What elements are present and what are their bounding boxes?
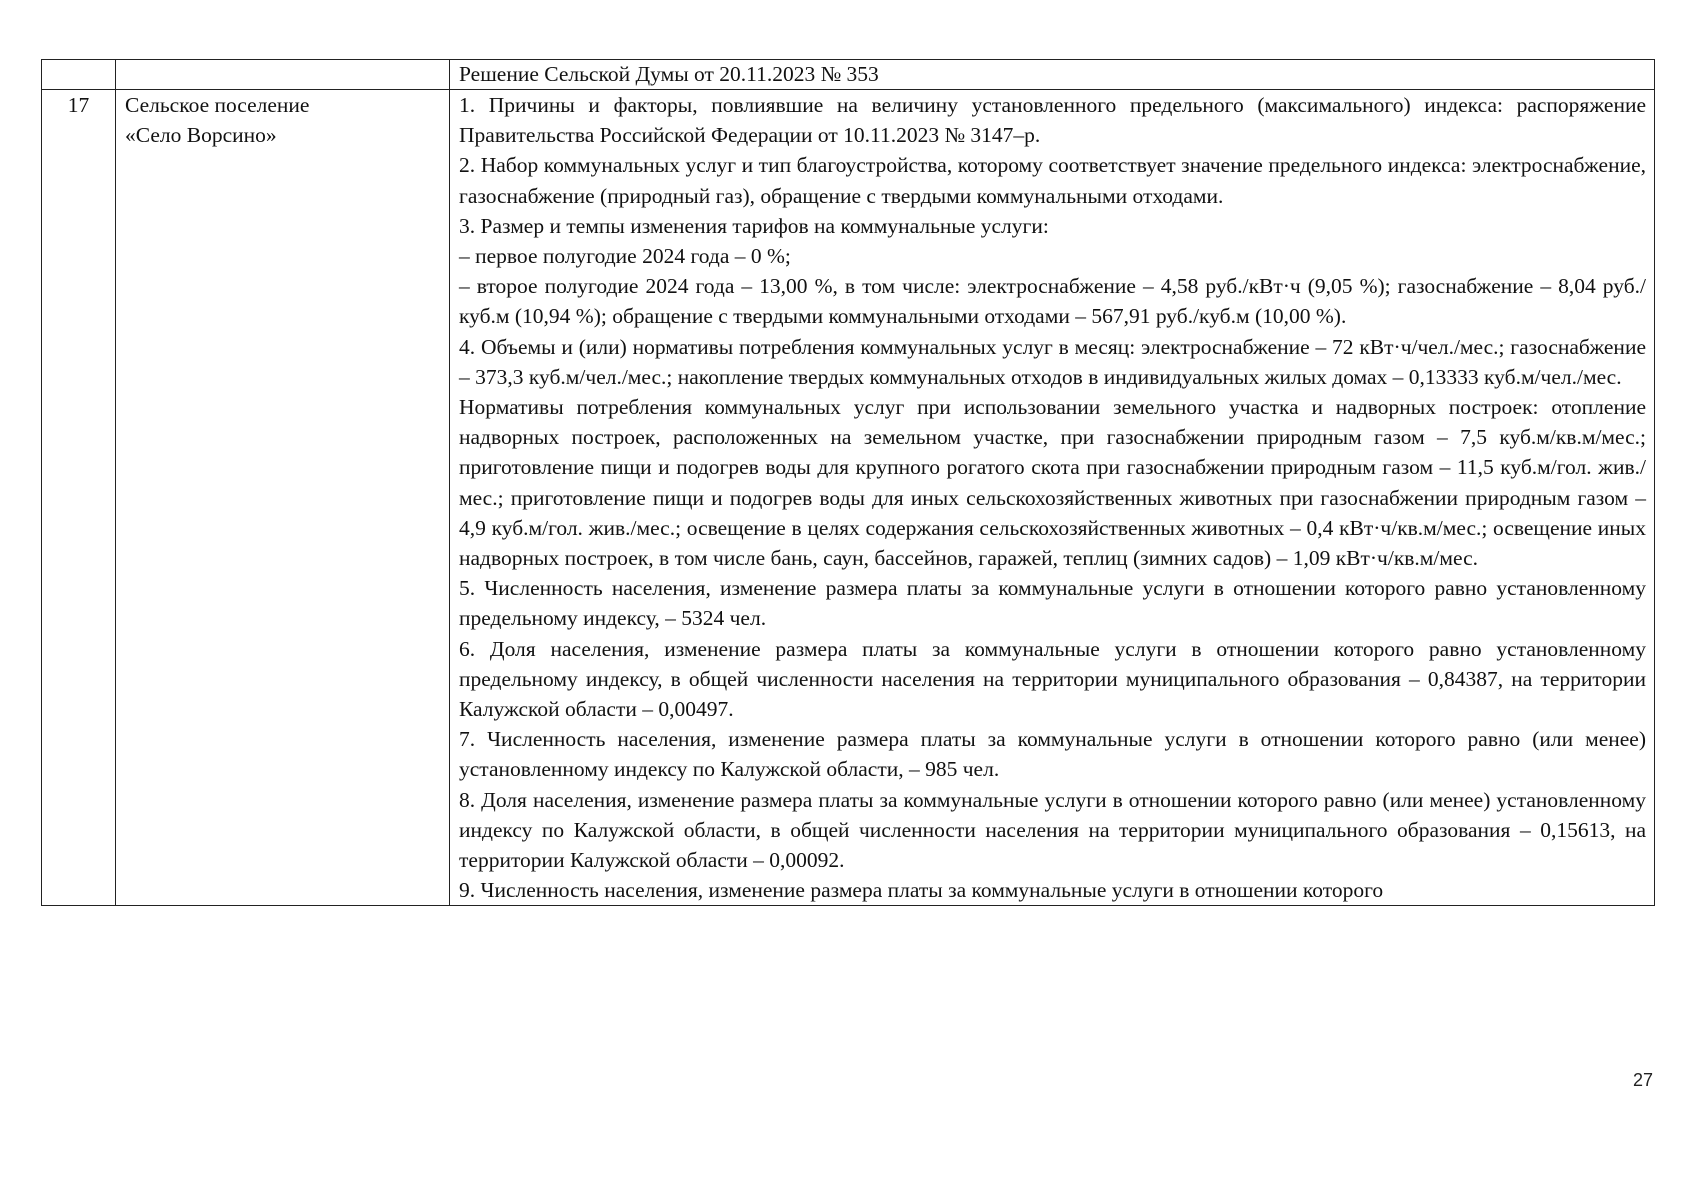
paragraph-2: 2. Набор коммунальных услуг и тип благоустройства, которому соответствует значение предельного индекса: электроснабжение, газоснабжение (природный газ), обращение с твердыми коммунальными отходами. — [459, 153, 1646, 208]
table-row — [42, 90, 1655, 906]
settlement-name-cell — [116, 90, 450, 906]
table-header-row — [42, 60, 1655, 90]
paragraph-7: 7. Численность населения, изменение размера платы за коммунальные услуги в отношении которого равно (или менее) установленному индексу по Калужской области, – 985 чел. — [459, 727, 1646, 782]
paragraph-4-norms: Нормативы потребления коммунальных услуг при использовании земельного участка и надворных построек: отопление надворных построек, расположенных на земельном участке, при газоснабжении природным газом – 7,5 куб.м/кв.м/мес.; приготовление пищи и подогрев воды для крупного рогатого скота при газоснабжении природным газом – 11,5 куб.м/гол. жив./мес.; приготовление пищи и подогрев воды для иных сельскохозяйственных животных при газоснабжении природным газом – 4,9 куб.м/гол. жив./мес.; освещение в целях содержания сельскохозяйственных животных – 0,4 кВт·ч/кв.м/мес.; освещение иных надворных построек, в том числе бань, саун, бассейнов, гаражей, теплиц (зимних садов) – 1,09 кВт·ч/кв.м/мес. — [459, 395, 1646, 571]
paragraph-5: 5. Численность населения, изменение размера платы за коммунальные услуги в отношении которого равно установленному предельному индексу, – 5324 чел. — [459, 576, 1646, 631]
header-number-cell — [42, 60, 116, 90]
page-number: 27 — [1632, 1070, 1653, 1090]
paragraph-8: 8. Доля населения, изменение размера платы за коммунальные услуги в отношении которого равно (или менее) установленному индексу по Калужской области, в общей численности населения на территории муниципального образования – 0,15613, на территории Калужской области – 0,00092. — [459, 787, 1646, 873]
paragraph-6: 6. Доля населения, изменение размера платы за коммунальные услуги в отношении которого равно установленному предельному индексу, в общей численности населения на территории муниципального образования – 0,84387, на территории Калужской области – 0,00497. — [459, 636, 1646, 722]
paragraph-1: 1. Причины и факторы, повлиявшие на величину установленного предельного (максимального) индекса: распоряжение Правительства Российской Федерации от 10.11.2023 № 3147–р. — [459, 93, 1646, 148]
settlement-name: «Село Ворсино» — [125, 123, 277, 148]
paragraph-9: 9. Численность населения, изменение размера платы за коммунальные услуги в отношении которого — [459, 878, 1384, 903]
paragraph-3-first-half: – первое полугодие 2024 года – 0 %; — [459, 244, 791, 269]
settlement-type: Сельское поселение — [125, 93, 310, 117]
header-decision-cell: Решение Сельской Думы от 20.11.2023 № 353 — [450, 60, 1655, 90]
header-name-cell — [116, 60, 450, 90]
details-cell — [450, 90, 1655, 906]
tariff-table — [41, 59, 1655, 906]
paragraph-3-second-half: – второе полугодие 2024 года – 13,00 %, в том числе: электроснабжение – 4,58 руб./кВт·ч (9,05 %); газоснабжение – 8,04 руб./куб.м (10,94 %); обращение с твердыми коммунальными отходами – 567,91 руб./куб.м (10,00 %). — [459, 274, 1646, 329]
paragraph-4: 4. Объемы и (или) нормативы потребления коммунальных услуг в месяц: электроснабжение – 72 кВт·ч/чел./мес.; газоснабжение – 373,3 куб.м/чел./мес.; накопление твердых коммунальных отходов в индивидуальных жилых домах – 0,13333 куб.м/чел./мес. — [459, 334, 1646, 389]
row-number: 17 — [42, 90, 116, 906]
paragraph-3: 3. Размер и темпы изменения тарифов на коммунальные услуги: — [459, 213, 1049, 238]
